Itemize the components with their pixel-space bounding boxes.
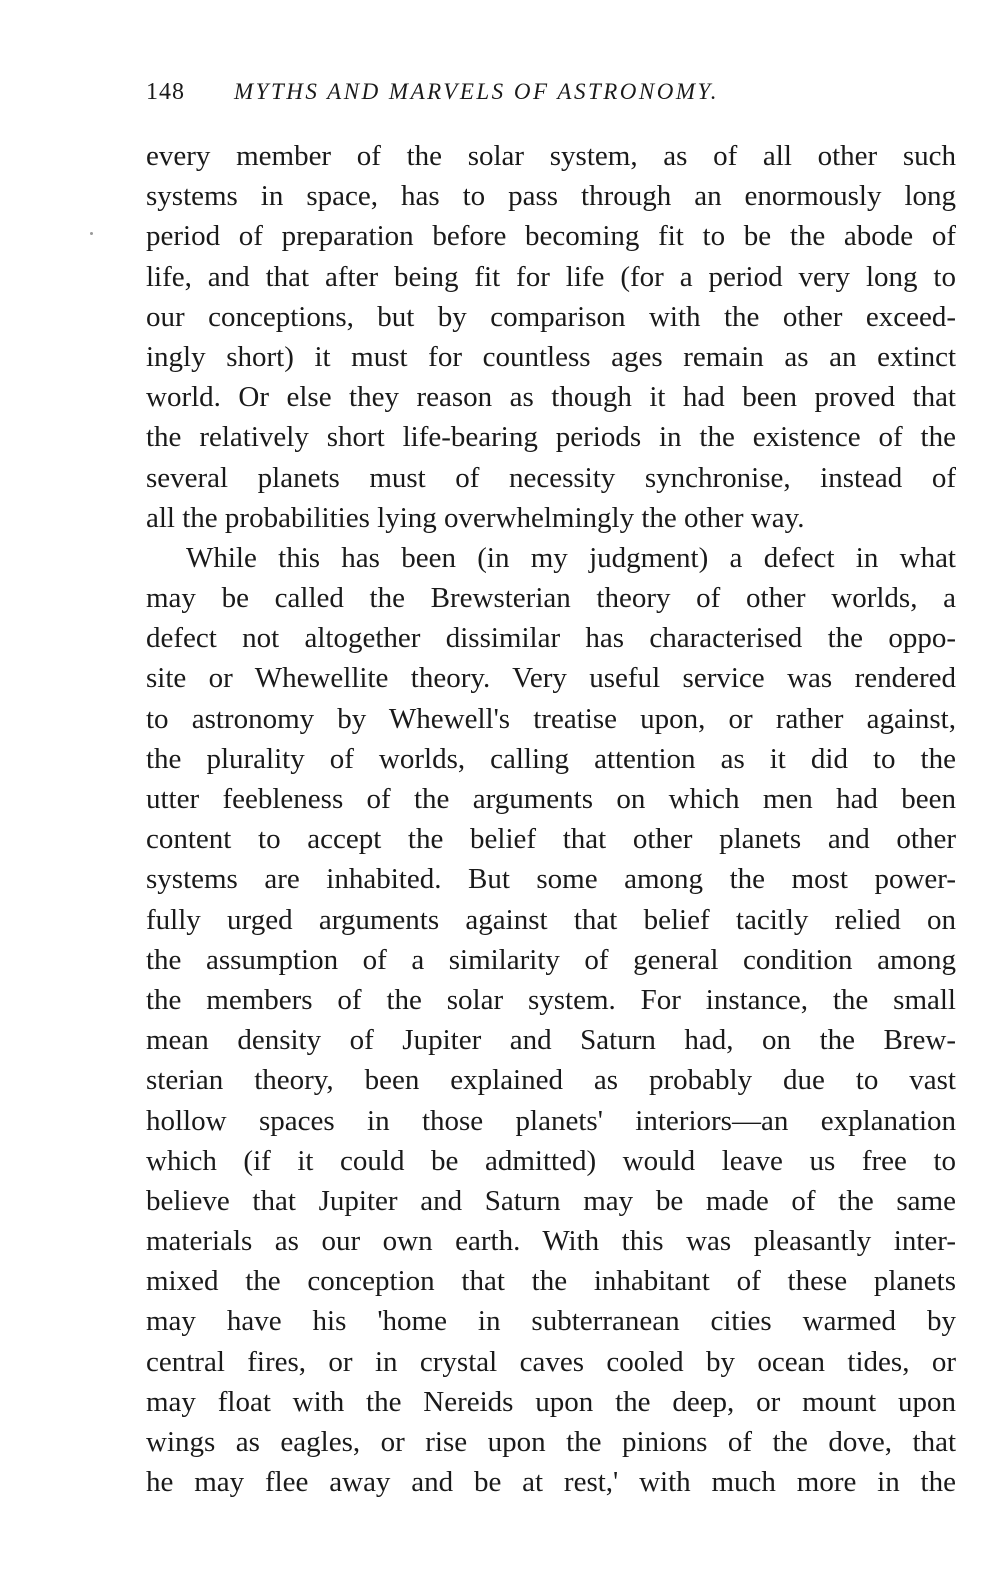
text-line: systems are inhabited. But some among the most power- bbox=[146, 863, 956, 896]
text-line: life, and that after being fit for life (for a period very long to bbox=[146, 260, 956, 293]
text-line: ingly short) it must for countless ages remain as an extinct bbox=[146, 340, 956, 373]
margin-mark bbox=[90, 232, 93, 235]
text-line: period of preparation before becoming fit to be the abode of bbox=[146, 220, 956, 253]
text-line: all the probabilities lying overwhelmingly the other way. bbox=[146, 501, 805, 534]
text-line: several planets must of necessity synchronise, instead of bbox=[146, 461, 956, 494]
text-line: systems in space, has to pass through an enormously long bbox=[146, 180, 956, 213]
body-text bbox=[146, 136, 956, 1502]
page-header bbox=[146, 72, 956, 112]
text-line: utter feebleness of the arguments on which men had been bbox=[146, 783, 956, 815]
text-line: he may flee away and be at rest,' with much more in the bbox=[146, 1466, 956, 1499]
text-line: the assumption of a similarity of general condition among bbox=[146, 943, 956, 976]
text-line: every member of the solar system, as of all other such bbox=[146, 140, 956, 172]
text-line: materials as our own earth. With this was pleasantly inter- bbox=[146, 1225, 956, 1258]
text-line: sterian theory, been explained as probably due to vast bbox=[146, 1064, 956, 1097]
text-line: content to accept the belief that other planets and other bbox=[146, 823, 956, 856]
paragraph-start-line: While this has been (in my judgment) a defect in what bbox=[186, 541, 956, 574]
text-line: hollow spaces in those planets' interiors—an explanation bbox=[146, 1104, 956, 1137]
text-line: the relatively short life-bearing periods in the existence of the bbox=[146, 421, 956, 454]
text-line: the members of the solar system. For instance, the small bbox=[146, 983, 956, 1016]
text-line: world. Or else they reason as though it had been proved that bbox=[146, 381, 956, 414]
text-line: fully urged arguments against that belief tacitly relied on bbox=[146, 903, 956, 936]
page-number: 148 bbox=[146, 79, 185, 105]
text-line: wings as eagles, or rise upon the pinions of the dove, that bbox=[146, 1426, 956, 1458]
text-line: site or Whewellite theory. Very useful service was rendered bbox=[146, 662, 956, 695]
text-line: which (if it could be admitted) would leave us free to bbox=[146, 1144, 956, 1177]
text-line: defect not altogether dissimilar has characterised the oppo- bbox=[146, 622, 956, 655]
running-title: MYTHS AND MARVELS OF ASTRONOMY. bbox=[234, 79, 719, 104]
text-line: our conceptions, but by comparison with the other exceed- bbox=[146, 300, 956, 333]
text-line: may float with the Nereids upon the deep, or mount upon bbox=[146, 1385, 956, 1418]
text-line: mean density of Jupiter and Saturn had, on the Brew- bbox=[146, 1024, 956, 1057]
text-line: may be called the Brewsterian theory of other worlds, a bbox=[146, 582, 956, 615]
text-line: to astronomy by Whewell's treatise upon, or rather against, bbox=[146, 702, 956, 735]
text-line: central fires, or in crystal caves cooled by ocean tides, or bbox=[146, 1345, 956, 1378]
text-line: may have his 'home in subterranean cities warmed by bbox=[146, 1305, 956, 1338]
text-line: the plurality of worlds, calling attention as it did to the bbox=[146, 742, 956, 775]
text-line: believe that Jupiter and Saturn may be made of the same bbox=[146, 1184, 956, 1217]
text-line: mixed the conception that the inhabitant of these planets bbox=[146, 1265, 956, 1298]
